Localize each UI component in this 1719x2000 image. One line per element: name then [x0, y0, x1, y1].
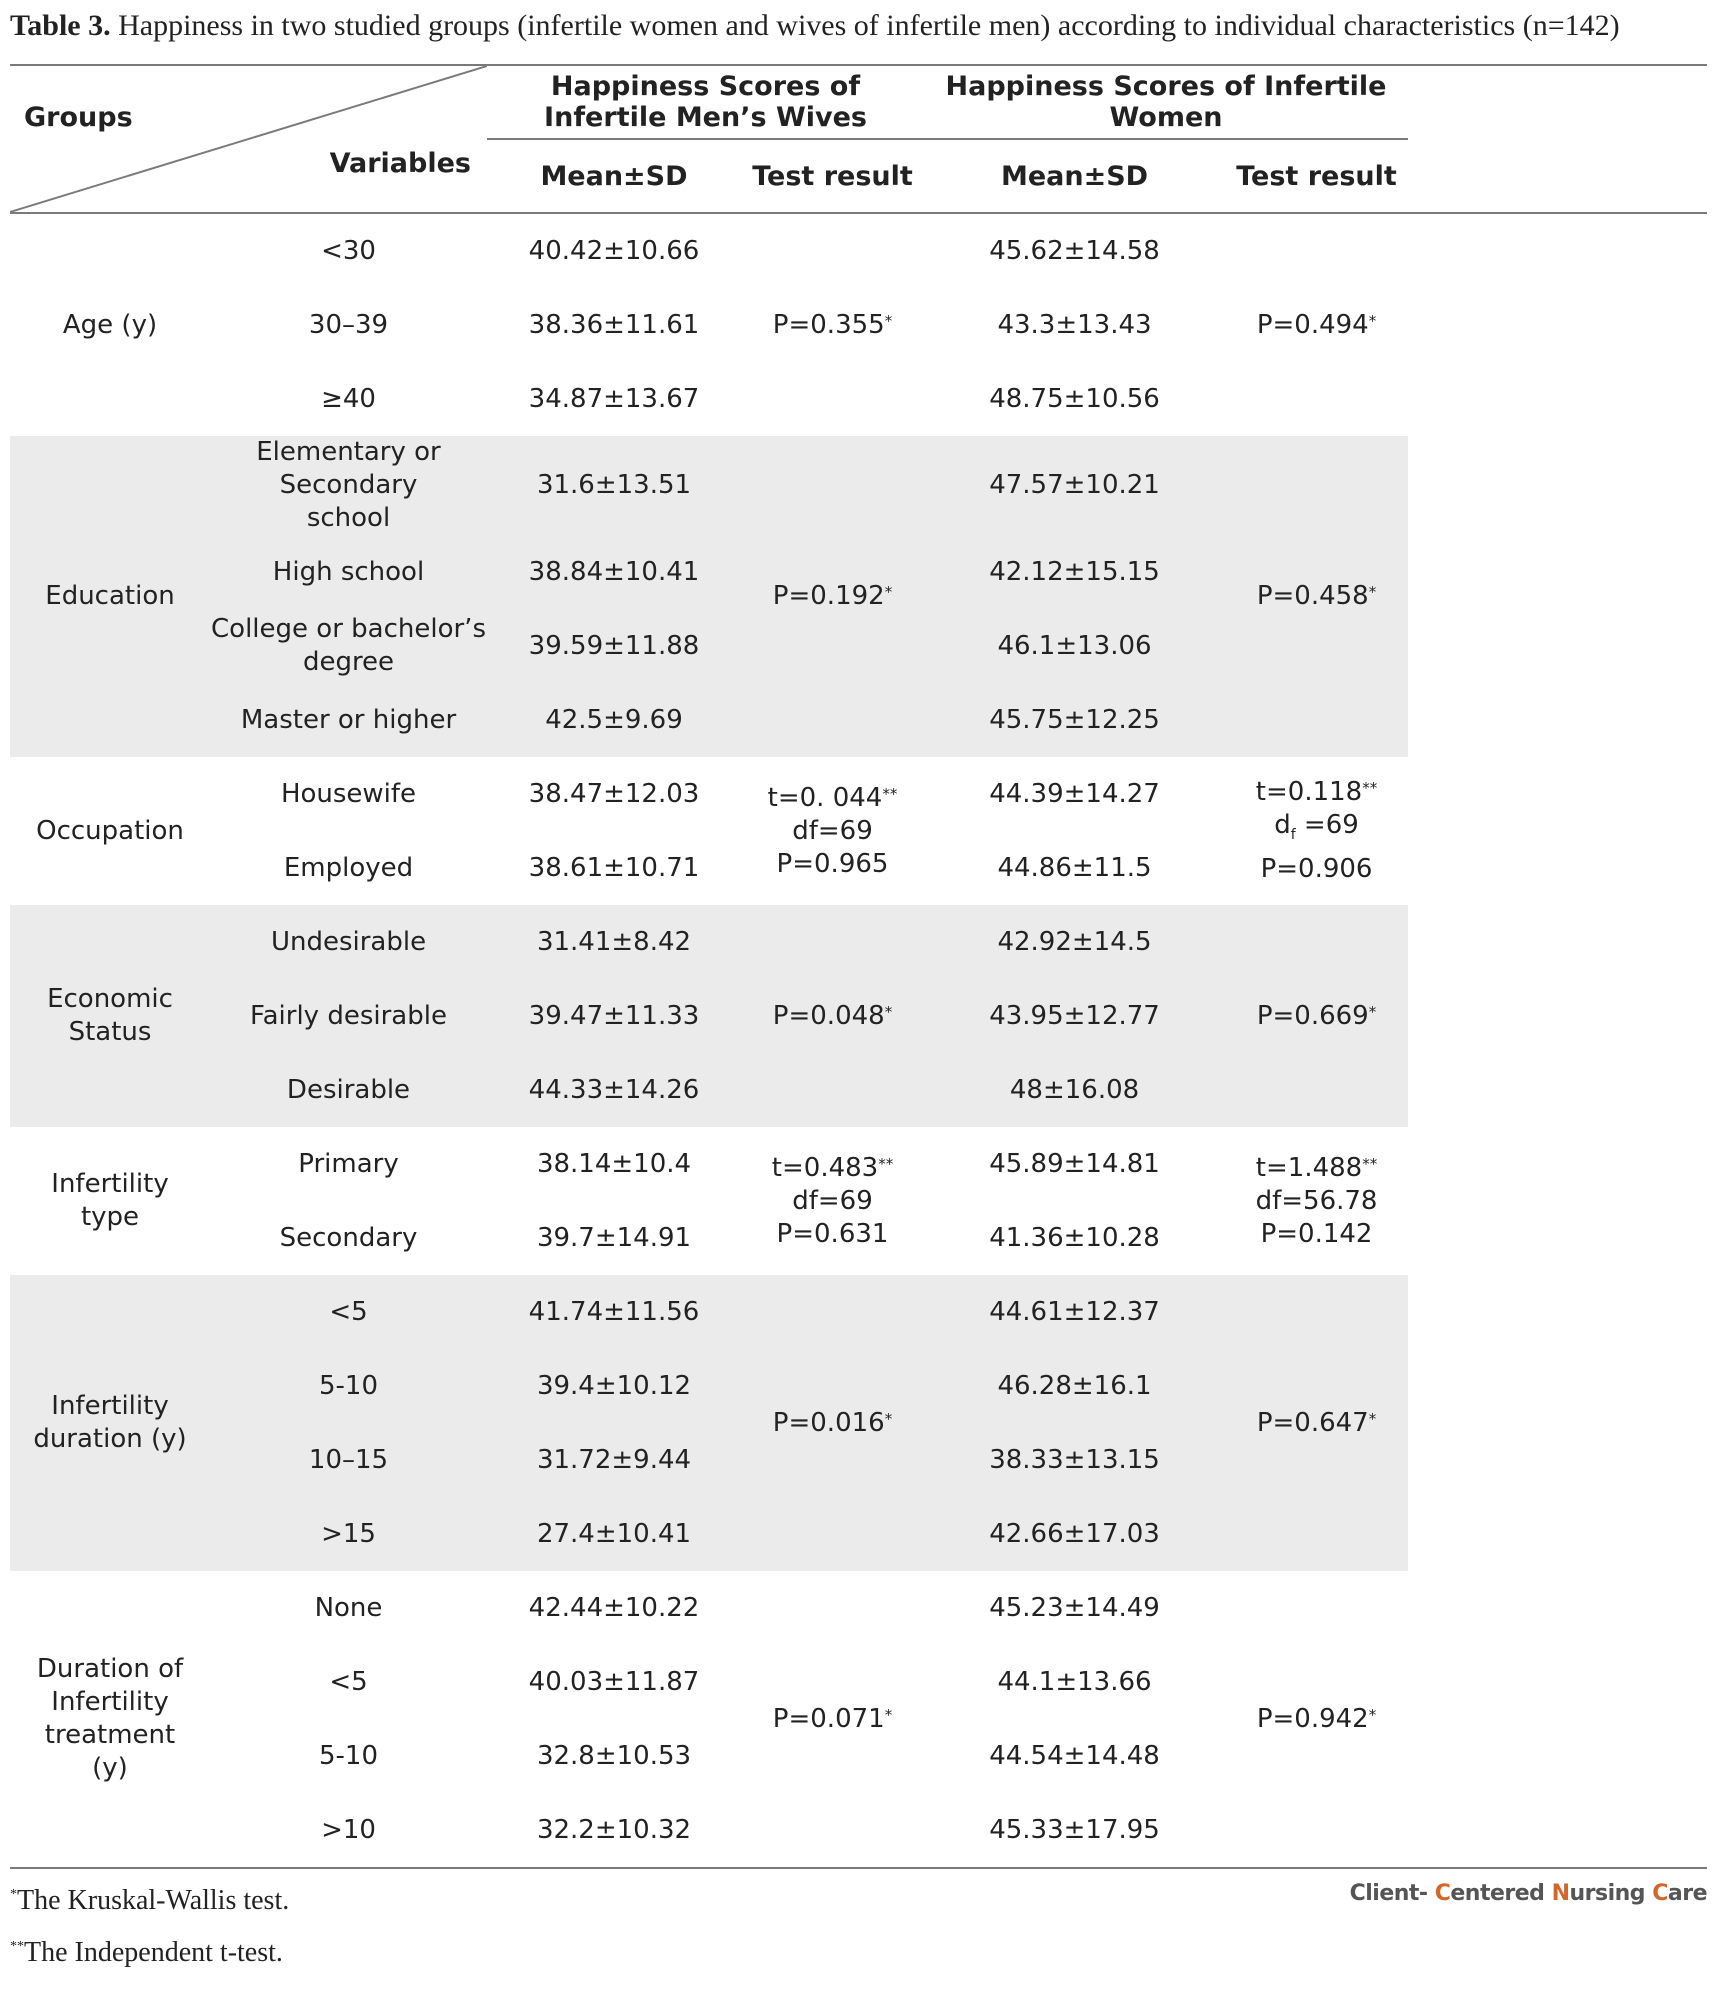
table-row — [10, 1127, 1707, 1201]
logo-part: C — [1652, 1881, 1668, 1906]
subscript: f — [1290, 827, 1296, 844]
variable-cell — [210, 436, 487, 535]
test-result-header-a: Test result — [741, 139, 924, 213]
group-label-line: Infertility — [51, 1169, 169, 1199]
test-value: P=0.965 — [776, 848, 889, 879]
table-caption — [10, 6, 1707, 46]
variable-cell: <5 — [210, 1275, 487, 1349]
mean-cell-a: 44.33±14.26 — [487, 1053, 741, 1127]
mean-cell-b: 45.62±14.58 — [989, 235, 1160, 266]
group-label-education: Education — [10, 436, 210, 757]
test-value: =69 — [1295, 810, 1359, 841]
variable-cell: High school — [210, 535, 487, 609]
group-label-line: Infertility — [51, 1687, 169, 1717]
variable-cell: Master or higher — [210, 683, 487, 757]
variable-cell: Employed — [283, 852, 414, 883]
mean-cell-b: 38.33±13.15 — [924, 1423, 1225, 1497]
footnote-mark: * — [1368, 311, 1377, 330]
test-cell-b — [1225, 213, 1408, 436]
test-cell-a — [741, 436, 924, 757]
variable-cell: Primary — [298, 1148, 399, 1179]
mean-cell-b: 45.23±14.49 — [989, 1592, 1160, 1623]
test-value: P=0.016 — [772, 1407, 885, 1438]
mean-cell-a: 42.44±10.22 — [528, 1592, 700, 1623]
groups-label: Groups — [24, 102, 133, 133]
group-a-header: Happiness Scores of Infertile Men’s Wives — [544, 71, 867, 133]
group-label-line: treatment — [44, 1720, 176, 1750]
group-label-line: Duration of — [36, 1654, 184, 1684]
mean-cell-a: 42.5±9.69 — [487, 683, 741, 757]
group-label-economic — [10, 905, 210, 1127]
footnote-text: The Independent t-test. — [24, 1937, 283, 1968]
footnote-mark: * — [1368, 1409, 1377, 1428]
mean-cell-a: 38.84±10.41 — [487, 535, 741, 609]
test-cell-a — [741, 213, 924, 436]
mean-cell-b: 43.95±12.77 — [924, 979, 1225, 1053]
variable-cell: Undesirable — [210, 905, 487, 979]
footnote-ttest — [10, 1927, 1707, 1979]
mean-cell-b: 44.1±13.66 — [997, 1666, 1152, 1697]
footnote-mark: * — [884, 1705, 893, 1724]
variable-cell: <30 — [321, 235, 376, 266]
test-value: P=0.669 — [1256, 1000, 1369, 1031]
test-value: P=0.355 — [772, 309, 885, 340]
table-page — [10, 6, 1707, 1979]
mean-cell-a: 31.41±8.42 — [487, 905, 741, 979]
footnote-mark: ** — [10, 1939, 24, 1954]
mean-cell-a: 32.2±10.32 — [487, 1793, 741, 1868]
variable-cell: 5-10 — [318, 1740, 378, 1771]
footnote-mark: * — [1368, 583, 1377, 601]
test-value: t=0. 044 — [767, 782, 883, 813]
mean-cell-b: 46.28±16.1 — [924, 1349, 1225, 1423]
test-value: df=56.78 — [1255, 1185, 1378, 1216]
logo-part: entered — [1450, 1881, 1552, 1906]
footnote-mark: * — [1368, 1002, 1377, 1021]
mean-cell-a: 31.72±9.44 — [487, 1423, 741, 1497]
test-value: P=0.494 — [1256, 309, 1369, 340]
group-label-line: duration (y) — [33, 1424, 187, 1454]
mean-cell-a: 38.36±11.61 — [528, 309, 700, 340]
variable-cell: Fairly desirable — [210, 979, 487, 1053]
test-value: P=0.906 — [1260, 853, 1373, 884]
mean-cell-b: 45.75±12.25 — [924, 683, 1225, 757]
happiness-table — [10, 64, 1707, 1869]
mean-cell-b: 42.12±15.15 — [924, 535, 1225, 609]
variable-cell: >15 — [210, 1497, 487, 1571]
test-value: d — [1274, 810, 1291, 841]
mean-cell-b: 48.75±10.56 — [989, 383, 1160, 414]
test-cell-a — [741, 757, 924, 905]
logo-part: C — [1434, 1881, 1451, 1906]
test-value: P=0.942 — [1256, 1703, 1369, 1734]
mean-sd-header-b: Mean±SD — [924, 139, 1225, 213]
header-row-groups — [10, 65, 1707, 139]
footnote-mark: * — [884, 1409, 893, 1428]
mean-cell-b: 44.61±12.37 — [924, 1275, 1225, 1349]
mean-cell-a: 32.8±10.53 — [536, 1740, 692, 1771]
test-value: t=1.488 — [1255, 1152, 1363, 1183]
variable-cell: 30–39 — [308, 309, 389, 340]
mean-cell-a: 31.6±13.51 — [487, 436, 741, 535]
mean-cell-b: 44.39±14.27 — [989, 778, 1160, 809]
variable-cell: <5 — [329, 1666, 368, 1697]
footnote-mark: * — [1368, 1705, 1377, 1724]
mean-cell-a: 40.42±10.66 — [528, 235, 700, 266]
test-cell-b — [1225, 905, 1408, 1127]
test-value: P=0.192 — [772, 581, 885, 611]
test-cell-a — [741, 1127, 924, 1275]
test-result-header-b: Test result — [1225, 139, 1408, 213]
test-cell-a — [741, 1571, 924, 1868]
table-row — [10, 905, 1707, 979]
group-label-line: Economic — [47, 984, 173, 1014]
footnotes — [10, 1875, 1707, 1979]
variables-label: Variables — [329, 148, 471, 179]
test-cell-a — [741, 905, 924, 1127]
mean-cell-b: 43.3±13.43 — [997, 309, 1152, 340]
mean-cell-b: 44.86±11.5 — [997, 852, 1152, 883]
mean-cell-a: 41.74±11.56 — [487, 1275, 741, 1349]
variable-cell: Desirable — [210, 1053, 487, 1127]
variable-line: school — [306, 503, 391, 533]
caption-text: Happiness in two studied groups (infertile women and wives of infertile men) according to individual characteristics (n=142) — [110, 9, 1620, 42]
group-label-line: (y) — [92, 1753, 128, 1783]
test-cell-b — [1225, 1275, 1408, 1571]
mean-cell-a: 39.59±11.88 — [487, 609, 741, 683]
footnote-mark: * — [10, 1887, 17, 1902]
mean-cell-a: 39.7±14.91 — [536, 1222, 692, 1253]
test-cell-b — [1225, 436, 1408, 757]
mean-cell-b: 48±16.08 — [924, 1053, 1225, 1127]
group-label-line: type — [80, 1202, 140, 1232]
footnote-mark: * — [884, 311, 893, 330]
mean-cell-b: 47.57±10.21 — [924, 436, 1225, 535]
variable-cell: College or bachelor’s degree — [210, 609, 487, 683]
logo-part: are — [1667, 1881, 1707, 1906]
test-value: t=0.483 — [771, 1152, 879, 1183]
diagonal-header-cell — [10, 65, 487, 213]
mean-cell-b: 41.36±10.28 — [989, 1222, 1160, 1253]
test-value: P=0.071 — [772, 1703, 885, 1734]
mean-cell-a: 38.61±10.71 — [528, 852, 700, 883]
group-b-header: Happiness Scores of Infertile Women — [945, 71, 1387, 133]
group-label-occupation: Occupation — [36, 815, 184, 846]
table-row — [10, 757, 1707, 831]
logo-part: N — [1551, 1881, 1570, 1906]
table-row — [10, 1571, 1707, 1645]
test-value: P=0.458 — [1256, 581, 1369, 611]
mean-cell-b: 45.89±14.81 — [989, 1148, 1160, 1179]
mean-cell-b: 42.66±17.03 — [924, 1497, 1225, 1571]
group-label-line: Infertility — [51, 1391, 169, 1421]
mean-cell-a: 39.4±10.12 — [487, 1349, 741, 1423]
footnote-mark: ** — [878, 1154, 894, 1173]
footnote-mark: ** — [1362, 779, 1378, 798]
group-label-treatment — [10, 1571, 210, 1868]
test-cell-b — [1225, 757, 1408, 905]
test-value: P=0.142 — [1260, 1218, 1373, 1249]
test-cell-a — [741, 1275, 924, 1571]
group-label-line: Status — [68, 1017, 152, 1047]
test-value: P=0.647 — [1256, 1407, 1369, 1438]
mean-cell-a: 38.47±12.03 — [528, 778, 700, 809]
test-value: df=69 — [792, 1185, 873, 1216]
variable-line: Elementary or Secondary — [256, 437, 441, 500]
diagonal-line — [10, 66, 487, 212]
group-label-age: Age (y) — [62, 309, 158, 340]
footnote-mark: ** — [882, 784, 898, 803]
mean-cell-a: 34.87±13.67 — [528, 383, 700, 414]
variable-cell: 5-10 — [210, 1349, 487, 1423]
test-value: df=69 — [792, 815, 873, 846]
mean-cell-b: 42.92±14.5 — [924, 905, 1225, 979]
group-label-infertility-type — [10, 1127, 210, 1275]
footnote-text: The Kruskal-Wallis test. — [17, 1885, 290, 1916]
test-value: t=0.118 — [1255, 777, 1363, 808]
test-value: P=0.631 — [776, 1218, 889, 1249]
mean-cell-b: 45.33±17.95 — [924, 1793, 1225, 1868]
test-value: P=0.048 — [772, 1000, 885, 1031]
variable-cell: ≥40 — [321, 383, 376, 414]
test-cell-b — [1225, 1571, 1408, 1868]
variable-cell: Secondary — [279, 1222, 418, 1253]
footnote-mark: * — [884, 583, 893, 601]
journal-logo — [1350, 1881, 1707, 1906]
variable-cell: Housewife — [280, 778, 417, 809]
table-row — [10, 1275, 1707, 1349]
logo-part: Client- — [1349, 1881, 1435, 1906]
mean-cell-a: 40.03±11.87 — [528, 1666, 700, 1697]
footnote-mark: ** — [1362, 1154, 1378, 1173]
test-cell-b — [1225, 1127, 1408, 1275]
mean-sd-header-a: Mean±SD — [487, 139, 741, 213]
mean-cell-a: 27.4±10.41 — [487, 1497, 741, 1571]
mean-cell-a: 39.47±11.33 — [487, 979, 741, 1053]
table-row — [10, 436, 1707, 535]
variable-cell: None — [314, 1592, 383, 1623]
variable-cell: 10–15 — [210, 1423, 487, 1497]
footnote-mark: * — [884, 1002, 893, 1021]
mean-cell-b: 46.1±13.06 — [924, 609, 1225, 683]
variable-cell: >10 — [210, 1793, 487, 1868]
group-label-infertility-duration — [10, 1275, 210, 1571]
table-row — [10, 213, 1707, 288]
mean-cell-b: 44.54±14.48 — [989, 1740, 1160, 1771]
caption-label: Table 3. — [10, 9, 111, 42]
mean-cell-a: 38.14±10.4 — [536, 1148, 692, 1179]
logo-part: ursing — [1569, 1881, 1653, 1906]
